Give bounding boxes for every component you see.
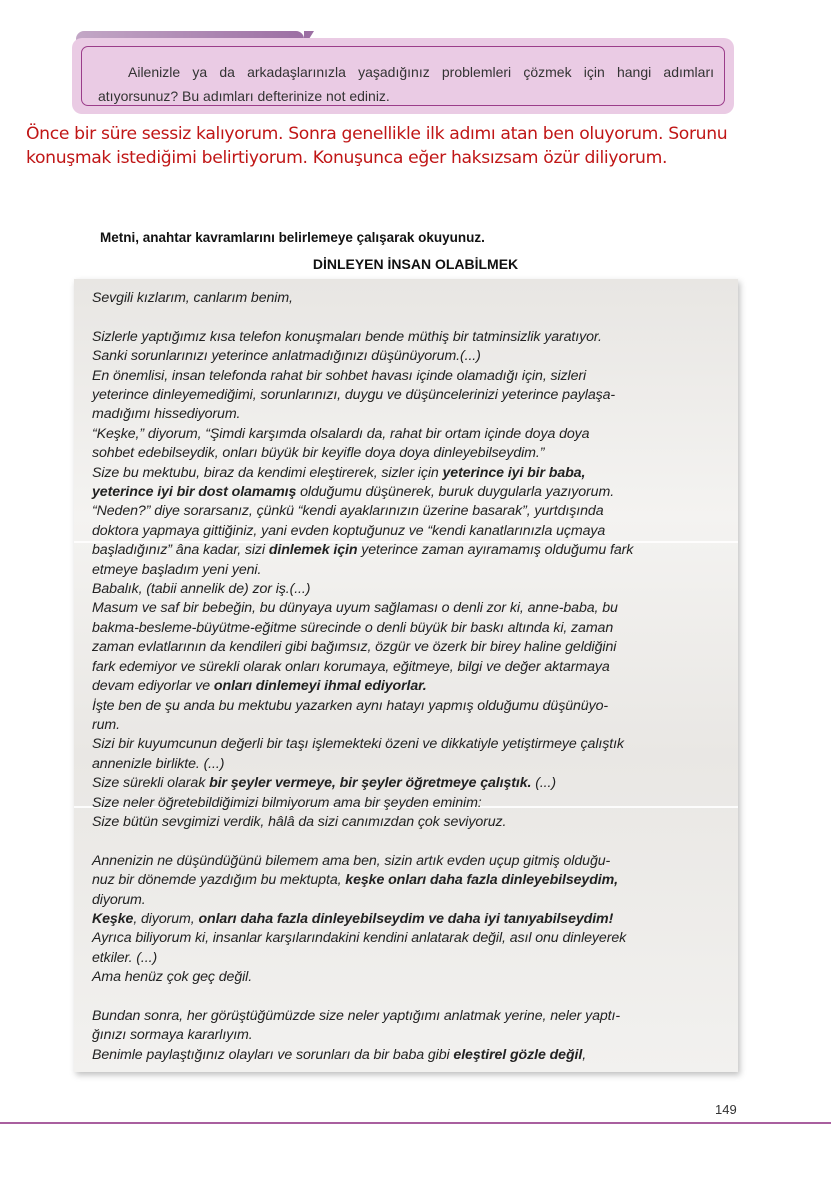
key-phrase: bir şeyler vermeye, bir şeyler öğretmeye çalıştık. [209,775,532,792]
letter-line: Benimle paylaştığınız olayları ve sorunları da bir baba gibi eleştirel gözle değil, [92,1046,587,1063]
letter-paper [74,279,738,1072]
letter-line: Sizi bir kuyumcunun değerli bir taşı işlemekteki özeni ve dikkatiyle yetiştirmeye çalıştık [92,736,624,753]
letter-line: sohbet edebilseydik, onları büyük bir keyifle doya doya dinleyebilseydim.” [92,445,545,462]
text-title: DİNLEYEN İNSAN OLABİLMEK [312,256,519,272]
page-number: 149 [715,1102,737,1117]
question-box [72,38,734,114]
letter-line: Size bütün sevgimizi verdik, hâlâ da sizi canımızdan çok seviyoruz. [92,813,507,830]
letter-line: zaman evlatlarının da kendileri gibi bağımsız, özgür ve özerk bir birey haline geldiğini [92,639,617,656]
letter-line: bakma-besleme-büyütme-eğitme sürecinde o denli büyük bir baskı altında ki, zaman [92,619,614,636]
letter-line: Ama henüz çok geç değil. [92,969,253,986]
key-phrase: yeterince iyi bir dost olamamış [92,484,297,501]
letter-line: ğınızı sormaya kararlıyım. [92,1027,253,1044]
letter-line: Babalık, (tabii annelik de) zor iş.(...) [92,581,311,598]
letter-line: En önemlisi, insan telefonda rahat bir sohbet havası içinde olamadığı için, sizleri [92,367,587,384]
key-phrase: keşke onları daha fazla dinleyebilseydim, [345,872,618,889]
letter-line: yeterince iyi bir dost olamamış olduğumu düşünerek, buruk duygularla yazıyorum. [92,484,615,501]
key-phrase: yeterince iyi bir baba, [442,464,586,481]
reading-instruction: Metni, anahtar kavramlarını belirlemeye çalışarak okuyunuz. [100,230,485,245]
letter-line: İşte ben de şu anda bu mektubu yazarken aynı hatayı yapmış olduğumu düşünüyo- [92,697,608,714]
letter-line: etmeye başladım yeni yeni. [92,561,262,578]
letter-line: Keşke, diyorum, onları daha fazla dinleyebilseydim ve daha iyi tanıyabilseydim! [92,910,614,927]
letter-line: fark edemiyor ve sürekli olarak onları korumaya, eğitmeye, bilgi ve değer aktarmaya [92,658,610,675]
letter-line: Ayrıca biliyorum ki, insanlar karşılarındakini kendini anlatarak değil, asıl onu dinleyerek [92,930,627,947]
letter-line: Annenizin ne düşündüğünü bilemem ama ben, sizin artık evden uçup gitmiş olduğu- [92,852,611,869]
key-phrase: onları daha fazla dinleyebilseydim ve daha iyi tanıyabilseydim! [198,910,614,927]
key-phrase: onları dinlemeyi ihmal ediyorlar. [213,678,427,695]
key-phrase: Keşke [92,910,134,927]
letter-line: yeterince dinleyemediğimi, sorunlarınızı, duygu ve düşüncelerinizi yeterince paylaşa- [92,387,616,404]
letter-line: “Neden?” diye sorarsanız, çünkü “kendi ayaklarınızın üzerine basarak”, yurtdışında [92,503,604,520]
letter-line: Masum ve saf bir bebeğin, bu dünyaya uyum sağlaması o denli zor ki, anne-baba, bu [92,600,618,617]
key-phrase: dinlemek için [268,542,358,559]
letter-line: Size sürekli olarak bir şeyler vermeye, bir şeyler öğretmeye çalıştık. (...) [92,775,556,792]
letter-line: nuz bir dönemde yazdığım bu mektupta, keşke onları daha fazla dinleyebilseydim, [92,872,618,889]
letter-line: rum. [92,716,120,733]
letter-line: Sizlerle yaptığımız kısa telefon konuşmaları bende müthiş bir tatminsizlik yaratıyor. [92,328,602,345]
letter-line: Size neler öğretebildiğimizi bilmiyorum ama bir şeyden eminim: [92,794,482,811]
letter-line: Size bu mektubu, biraz da kendimi eleştirerek, sizler için yeterince iyi bir baba, [92,464,586,481]
question-text: Ailenizle ya da arkadaşlarınızla yaşadığınız problemleri çözmek için hangi adımları atıyorsunuz? Bu adımları defterinize not ediniz. [81,46,725,106]
letter-line: diyorum. [92,891,146,908]
letter-line: “Keşke,” diyorum, “Şimdi karşımda olsalardı da, rahat bir ortam içinde doya doya [92,425,590,442]
letter-line: Bundan sonra, her görüştüğümüzde size neler yaptığımı anlatmak yerine, neler yaptı- [92,1007,620,1024]
answer-text: Önce bir süre sessiz kalıyorum. Sonra genellikle ilk adımı atan ben oluyorum. Sorunu konuşmak istediğimi belirtiyorum. Konuşunca eğer haksızsam özür diliyorum. [26,124,728,168]
bottom-rule [0,1122,831,1124]
letter-line: başladığınız” âna kadar, sizi dinlemek için yeterince zaman ayıramamış olduğumu fark [92,542,634,559]
letter-line: doktora yapmaya gittiğiniz, yani evden koptuğunuz ve “kendi kanatlarınızla uçmaya [92,522,606,539]
letter-line: annenizle birlikte. (...) [92,755,225,772]
key-phrase: eleştirel gözle değil [453,1046,583,1063]
letter-line: devam ediyorlar ve onları dinlemeyi ihmal ediyorlar. [92,678,427,695]
letter-text [92,289,722,1065]
letter-line: etkiler. (...) [92,949,158,966]
letter-line: madığımı hissediyorum. [92,406,241,423]
letter-line: Sanki sorunlarınızı yeterince anlatmadığınızı düşünüyorum.(...) [92,348,481,365]
letter-line: Sevgili kızlarım, canlarım benim, [92,290,293,306]
